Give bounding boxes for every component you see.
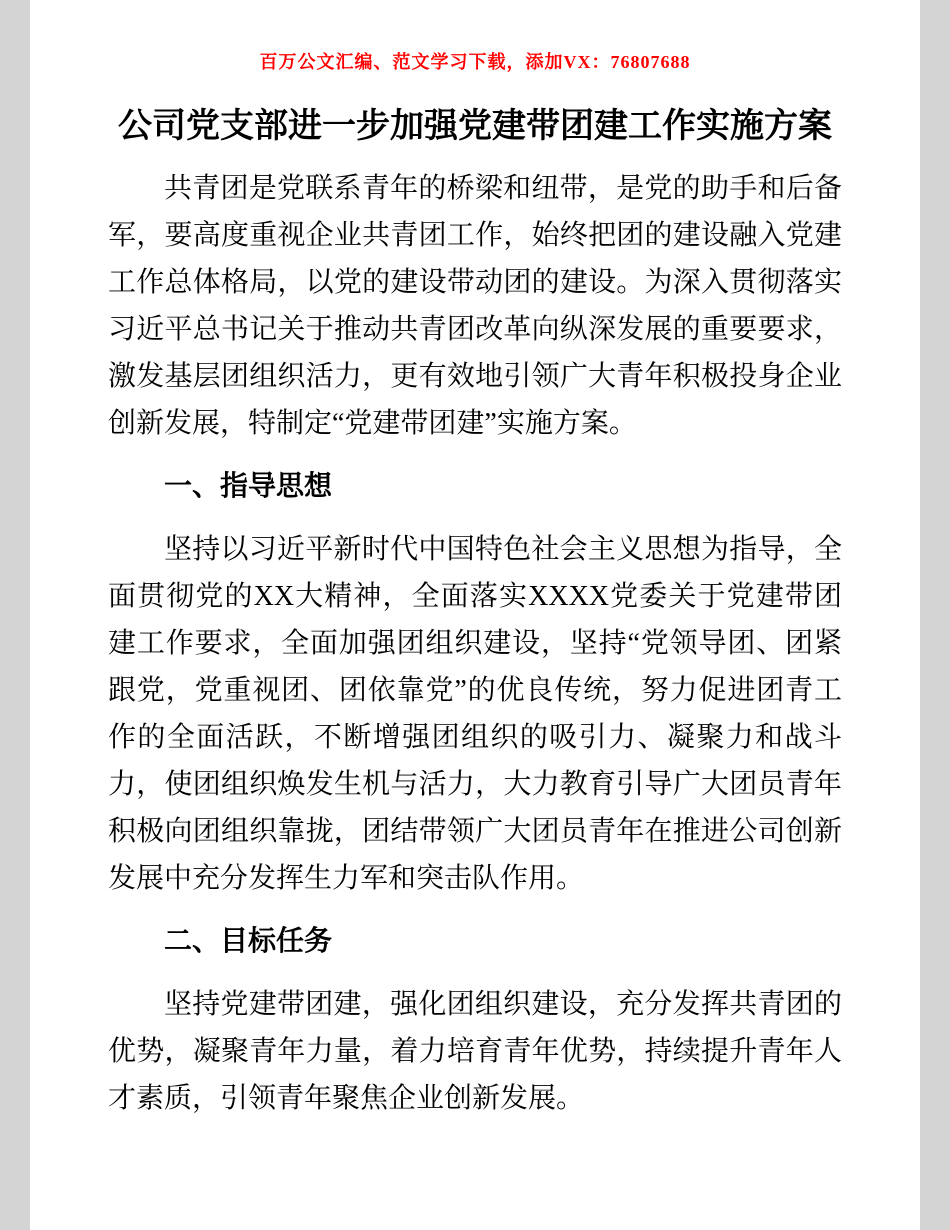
body-paragraph: 共青团是党联系青年的桥梁和纽带，是党的助手和后备军，要高度重视企业共青团工作，始终把团的建设融入党建工作总体格局，以党的建设带动团的建设。为深入贯彻落实习近平总书记关于推动共青团改革向纵深发展的重要要求，激发基层团组织活力，更有效地引领广大青年积极投身企业创新发展，特制定“党建带团建”实施方案。	[108, 173, 842, 440]
section-heading: 一、指导思想	[164, 471, 333, 503]
document-page	[30, 0, 920, 1230]
document-title: 公司党支部进一步加强党建带团建工作实施方案	[118, 108, 832, 145]
document-body	[108, 165, 842, 1122]
section-heading: 二、目标任务	[164, 926, 333, 958]
body-paragraph: 坚持党建带团建，强化团组织建设，充分发挥共青团的优势，凝聚青年力量，着力培育青年优势，持续提升青年人才素质，引领青年聚焦企业创新发展。	[108, 989, 842, 1115]
body-paragraph: 坚持以习近平新时代中国特色社会主义思想为指导，全面贯彻党的XX大精神，全面落实XXXX党委关于党建带团建工作要求，全面加强团组织建设，坚持“党领导团、团紧跟党，党重视团、团依靠党”的优良传统，努力促进团青工作的全面活跃，不断增强团组织的吸引力、凝聚力和战斗力，使团组织焕发生机与活力，大力教育引导广大团员青年积极向团组织靠拢，团结带领广大团员青年在推进公司创新发展中充分发挥生力军和突击队作用。	[108, 534, 842, 895]
header-notice: 百万公文汇编、范文学习下载，添加VX：76807688	[259, 52, 691, 72]
